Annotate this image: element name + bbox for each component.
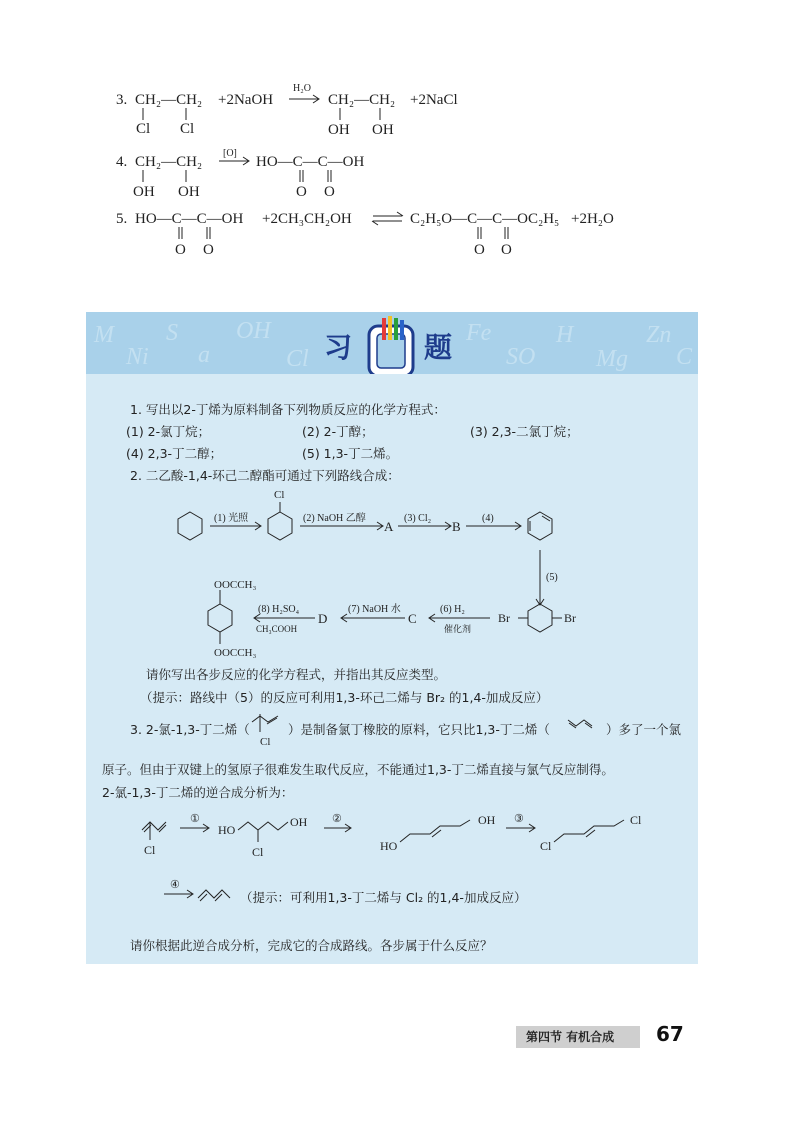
substituent: OH	[133, 184, 155, 200]
substituent: O	[175, 242, 186, 258]
equation-3	[116, 83, 458, 138]
question-3-line3: 2-氯-1,3-丁二烯的逆合成分析为：	[102, 785, 294, 800]
question-2-ask: 请你写出各步反应的化学方程式，并指出其反应类型。	[146, 667, 447, 682]
structure-label: HO	[218, 823, 236, 837]
step-label: (4)	[482, 513, 494, 524]
svg-text:a: a	[198, 342, 210, 368]
equation-4	[116, 148, 365, 200]
chloroprene-structure	[250, 712, 286, 750]
byproduct: +2H₂O	[571, 211, 614, 227]
exercise-banner	[86, 312, 698, 374]
step-label: (5)	[546, 572, 558, 583]
step-label: (6) H₂	[440, 604, 465, 615]
substituent: O	[203, 242, 214, 258]
question-3-line1-a: 3. 2-氯-1,3-丁二烯（	[130, 722, 250, 737]
reagent: +2NaOH	[218, 92, 274, 108]
question-3-line1-b: ）是制备氯丁橡胶的原料，它只比1,3-丁二烯（	[288, 722, 550, 737]
structure-label: Cl	[260, 736, 271, 748]
svg-text:Ni: Ni	[126, 344, 149, 370]
svg-text:Zn: Zn	[646, 322, 672, 348]
page-number: 67	[656, 1022, 684, 1046]
question-1-text: 1. 写出以2-丁烯为原料制备下列物质反应的化学方程式：	[130, 402, 446, 417]
svg-text:H: H	[556, 322, 574, 348]
step-label: (8) H₂SO₄	[258, 604, 300, 615]
substituent: OH	[178, 184, 200, 200]
substituent: O	[501, 242, 512, 258]
step-label: (2) NaOH 乙醇	[303, 513, 366, 524]
svg-text:Mg: Mg	[596, 346, 628, 372]
step-label: ①	[190, 813, 200, 825]
notebook-icon	[369, 316, 413, 374]
dibromocyclohexane	[528, 604, 552, 632]
exercise-title-right: 题	[424, 331, 453, 364]
question-3-line2: 原子。但由于双键上的氢原子很难发生取代反应，不能通过1,3-丁二烯直接与氯气反应制得。	[102, 762, 614, 777]
butadiene-structure	[566, 714, 606, 734]
question-1-item: (4) 2,3-丁二醇；	[126, 446, 223, 461]
exercise-title-left: 习	[324, 331, 353, 364]
step-label: (7) NaOH 水	[348, 604, 401, 615]
step-label: CH₃COOH	[256, 624, 298, 634]
structure-label: OH	[290, 815, 308, 829]
intermediate-d: D	[318, 611, 328, 626]
equilibrium-arrow	[372, 212, 403, 225]
question-3-hint: （提示：可利用1,3-丁二烯与 Cl₂ 的1,4-加成反应）	[240, 890, 527, 905]
arrow-label: [O]	[223, 148, 237, 159]
scheme-label: OOCCH₃	[214, 647, 257, 659]
section-badge	[516, 1026, 640, 1048]
step-label: 催化剂	[444, 624, 472, 634]
reactant: HO—C—C—OH	[135, 211, 244, 227]
step-label: (1) 光照	[214, 513, 249, 524]
cyclohexane	[178, 512, 202, 540]
equation-number: 3.	[116, 92, 128, 108]
question-1-item: (3) 2,3-二氯丁烷；	[470, 424, 579, 439]
substituent: O	[324, 184, 335, 200]
step-label: ③	[514, 813, 524, 825]
question-3-line1-c: ）多了一个氯	[606, 722, 682, 737]
reactant: CH₂—CH₂	[135, 92, 203, 108]
svg-text:S: S	[166, 320, 178, 346]
scheme-label: Br	[564, 611, 576, 625]
structure-label: Cl	[540, 839, 552, 853]
arrow-label: H₂O	[293, 83, 311, 94]
question-2-hint: （提示：路线中（5）的反应可利用1,3-环己二烯与 Br₂ 的1,4-加成反应）	[140, 690, 549, 705]
equation-number: 4.	[116, 154, 128, 170]
svg-text:C: C	[676, 344, 693, 370]
equation-number: 5.	[116, 211, 128, 227]
substituent: OH	[328, 122, 350, 138]
step-label: ④	[170, 879, 180, 891]
structure-label: HO	[380, 839, 398, 853]
banner-pattern	[86, 312, 698, 374]
svg-text:OH: OH	[236, 318, 271, 344]
structure-label: Cl	[144, 843, 156, 857]
product: HO—C—C—OH	[256, 154, 365, 170]
byproduct: +2NaCl	[410, 92, 458, 108]
question-1-item: (5) 1,3-丁二烯。	[302, 446, 399, 461]
structure-label: Cl	[252, 845, 264, 859]
structure-label: OH	[478, 813, 496, 827]
question-1-item: (1) 2-氯丁烷；	[126, 424, 211, 439]
product: CH₂—CH₂	[328, 92, 396, 108]
substituent: O	[474, 242, 485, 258]
structure-label: Cl	[630, 813, 642, 827]
product: C₂H₅O—C—C—OC₂H₅	[410, 211, 560, 227]
substituent: O	[296, 184, 307, 200]
scheme-label: Cl	[274, 489, 285, 501]
reagent: +2CH₃CH₂OH	[262, 211, 352, 227]
svg-text:Fe: Fe	[466, 320, 492, 346]
substituent: Cl	[136, 121, 151, 137]
question-2-text: 2. 二乙酸-1,4-环己二醇酯可通过下列路线合成：	[130, 468, 400, 483]
intermediate-a: A	[384, 519, 394, 534]
substituent: Cl	[180, 121, 195, 137]
equation-5	[116, 211, 614, 258]
equations-area	[0, 0, 800, 300]
step-label: ②	[332, 813, 342, 825]
scheme-label: OOCCH₃	[214, 579, 257, 591]
substituent: OH	[372, 122, 394, 138]
question-3-ask: 请你根据此逆合成分析，完成它的合成路线。各步属于什么反应？	[130, 938, 493, 953]
section-title: 第四节 有机合成	[526, 1030, 615, 1044]
chlorocyclohexane	[268, 512, 292, 540]
intermediate-c: C	[408, 611, 417, 626]
svg-text:M: M	[94, 322, 114, 348]
synthesis-scheme-q2	[160, 484, 600, 664]
reactant: CH₂—CH₂	[135, 154, 203, 170]
step-label: (3) Cl₂	[404, 513, 432, 524]
intermediate-b: B	[452, 519, 461, 534]
cyclohexadiene	[528, 512, 552, 540]
scheme-label: Br	[498, 611, 510, 625]
diacetate-product	[208, 604, 232, 632]
question-1-item: (2) 2-丁醇；	[302, 424, 374, 439]
svg-text:SO: SO	[506, 344, 536, 370]
svg-text:Cl: Cl	[286, 346, 309, 372]
